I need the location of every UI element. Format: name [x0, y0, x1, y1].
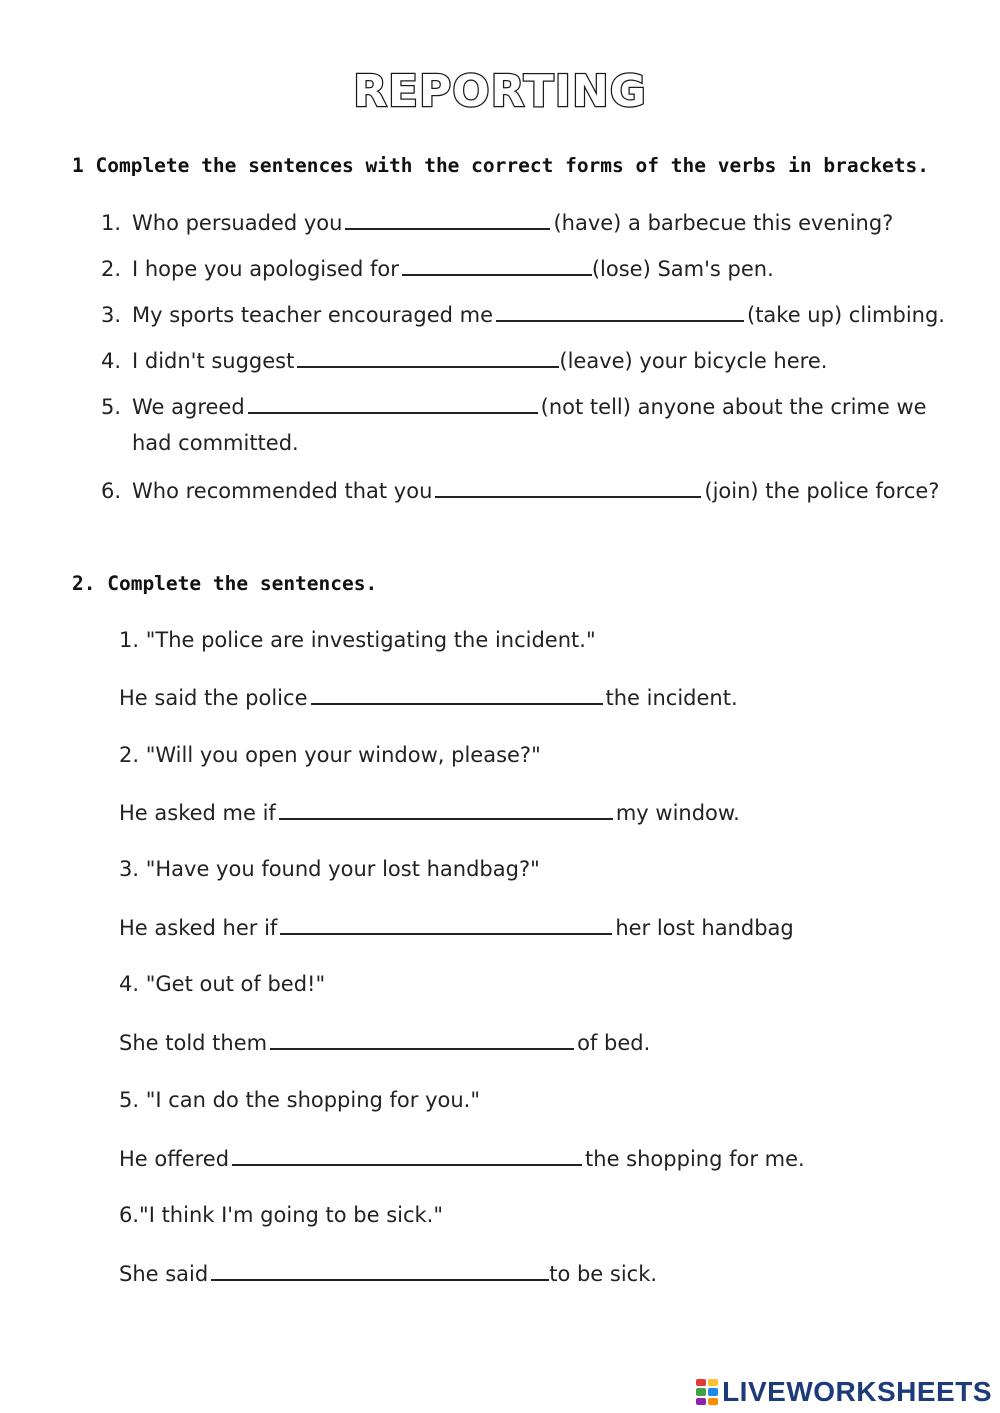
s2-text-before: He said the police: [119, 686, 308, 710]
logo-blocks-icon: [696, 1379, 718, 1405]
s1-item-text-before: We agreed: [132, 395, 245, 419]
s1-item-text-before: I hope you apologised for: [132, 257, 399, 281]
s2-text-after: to be sick.: [549, 1262, 658, 1286]
s1-item-number: 3.: [101, 303, 122, 327]
answer-blank-input[interactable]: [211, 1261, 549, 1281]
s1-item-text-before: Who persuaded you: [132, 211, 343, 235]
footer-brand-text: LIVEWORKSHEETS: [722, 1376, 992, 1407]
answer-blank-input[interactable]: [435, 478, 701, 498]
s1-item-5-continuation: had committed.: [132, 431, 299, 455]
section1-heading: 1 Complete the sentences with the correct forms of the verbs in brackets.: [72, 154, 930, 177]
s2-text-before: He offered: [119, 1147, 230, 1171]
s2-answer-line-2: [119, 800, 740, 825]
s2-text-before: He asked me if: [119, 801, 276, 825]
s2-text-after: her lost handbag: [615, 916, 794, 940]
s2-quote-1: 1. "The police are investigating the incident.": [119, 628, 596, 652]
answer-blank-input[interactable]: [270, 1030, 574, 1050]
s2-text-after: the shopping for me.: [585, 1147, 805, 1171]
s1-item-6: [101, 478, 939, 503]
s2-answer-line-6: [119, 1261, 657, 1286]
s2-quote-6: 6."I think I'm going to be sick.": [119, 1203, 444, 1227]
s2-quote-4: 4. "Get out of bed!": [119, 972, 326, 996]
answer-blank-input[interactable]: [496, 302, 744, 322]
s1-item-3: [101, 302, 945, 327]
s2-text-before: She told them: [119, 1031, 268, 1055]
s2-quote-5: 5. "I can do the shopping for you.": [119, 1088, 481, 1112]
s1-item-2: [101, 256, 774, 281]
answer-blank-input[interactable]: [297, 348, 559, 368]
s2-text-before: He asked her if: [119, 916, 278, 940]
s2-text-after: of bed.: [577, 1031, 651, 1055]
answer-blank-input[interactable]: [248, 394, 538, 414]
s1-item-text-after: (join) the police force?: [704, 479, 940, 503]
s1-item-number: 2.: [101, 257, 122, 281]
worksheet-title: REPORTING: [353, 66, 647, 117]
s1-item-text-after: (lose) Sam's pen.: [591, 257, 774, 281]
s1-item-text-after: (leave) your bicycle here.: [559, 349, 828, 373]
s2-answer-line-1: [119, 685, 738, 710]
s2-text-after: the incident.: [605, 686, 738, 710]
s2-answer-line-5: [119, 1146, 805, 1171]
s1-item-4: [101, 348, 827, 373]
s2-text-before: She said: [119, 1262, 209, 1286]
s1-item-text-before: Who recommended that you: [132, 479, 433, 503]
s2-quote-2: 2. "Will you open your window, please?": [119, 743, 541, 767]
s2-answer-line-3: [119, 915, 794, 940]
s1-item-number: 4.: [101, 349, 122, 373]
s1-item-number: 1.: [101, 211, 122, 235]
s1-item-1: [101, 210, 893, 235]
liveworksheets-logo: [696, 1375, 992, 1409]
s1-item-text-after: (take up) climbing.: [747, 303, 945, 327]
s1-item-5: [101, 394, 927, 419]
s1-item-number: 6.: [101, 479, 122, 503]
s1-item-text-after: (have) a barbecue this evening?: [553, 211, 894, 235]
s2-text-after: my window.: [615, 801, 740, 825]
answer-blank-input[interactable]: [232, 1146, 582, 1166]
section2-heading: 2. Complete the sentences.: [72, 572, 378, 595]
answer-blank-input[interactable]: [280, 915, 612, 935]
s2-answer-line-4: [119, 1030, 650, 1055]
s1-item-number: 5.: [101, 395, 122, 419]
s2-quote-3: 3. "Have you found your lost handbag?": [119, 857, 540, 881]
answer-blank-input[interactable]: [279, 800, 613, 820]
answer-blank-input[interactable]: [345, 210, 550, 230]
s1-item-text-before: My sports teacher encouraged me: [132, 303, 493, 327]
answer-blank-input[interactable]: [402, 256, 592, 276]
s1-item-text-before: I didn't suggest: [132, 349, 295, 373]
s1-item-text-after: (not tell) anyone about the crime we: [540, 395, 927, 419]
answer-blank-input[interactable]: [311, 685, 603, 705]
